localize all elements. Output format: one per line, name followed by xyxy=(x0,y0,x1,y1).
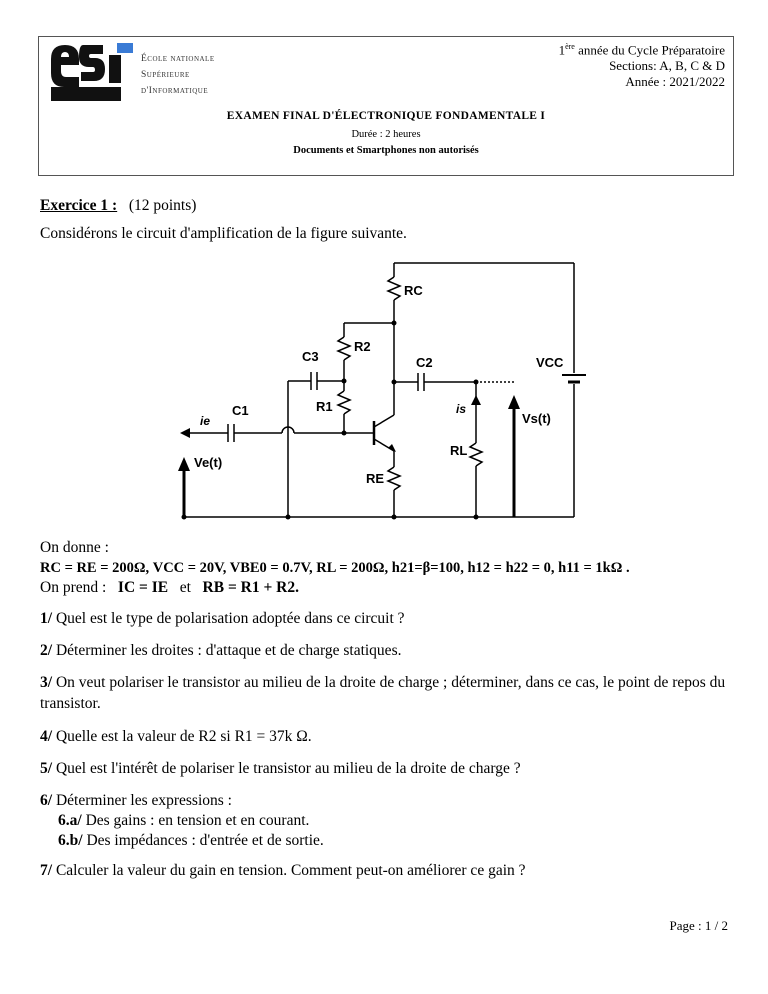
question-3: 3/ On veut polariser le transistor au milieu de la droite de charge ; déterminer, dans ce cas, le point de repos du transistor. xyxy=(40,674,726,712)
school-line-1: École nationale xyxy=(141,54,215,64)
page-number: Page : 1 / 2 xyxy=(669,918,728,933)
assumption-2: RB = R1 + R2. xyxy=(202,579,300,596)
label-rl: RL xyxy=(450,443,468,458)
amplifier-circuit-diagram xyxy=(170,255,590,525)
label-ve: Ve(t) xyxy=(194,455,223,470)
school-line-3: d'Informatique xyxy=(141,86,209,96)
given-values: RC = RE = 200Ω, VCC = 20V, VBE0 = 0.7V, RL = 200Ω, h21=β=100, h12 = h22 = 0, h11 = 1kΩ . xyxy=(40,560,630,576)
exercise-points: (12 points) xyxy=(128,197,197,214)
given-label: On donne : xyxy=(40,539,109,556)
label-c2: C2 xyxy=(416,355,433,370)
esi-logo xyxy=(47,39,257,107)
label-vs: Vs(t) xyxy=(522,411,551,426)
academic-year: Année : 2021/2022 xyxy=(625,74,725,90)
exam-meta xyxy=(559,39,725,90)
assumption-and: et xyxy=(179,579,191,596)
label-rc: RC xyxy=(404,283,423,298)
label-c3: C3 xyxy=(302,349,319,364)
label-re: RE xyxy=(366,471,385,486)
exam-header xyxy=(38,36,734,176)
exercise-heading xyxy=(40,196,196,216)
exercise-intro: Considérons le circuit d'amplification de la figure suivante. xyxy=(40,225,407,242)
label-r2: R2 xyxy=(354,339,371,354)
exam-title: EXAMEN FINAL D'ÉLECTRONIQUE FONDAMENTALE I xyxy=(226,110,546,122)
question-5: 5/ Quel est l'intérêt de polariser le transistor au milieu de la droite de charge ? xyxy=(40,760,521,777)
label-c1: C1 xyxy=(232,403,249,418)
question-6b: 6.b/ Des impédances : d'entrée et de sortie. xyxy=(58,832,324,849)
school-line-2: Supérieure xyxy=(141,70,190,80)
sections: Sections: A, B, C & D xyxy=(609,58,725,74)
question-7: 7/ Calculer la valeur du gain en tension. Comment peut-on améliorer ce gain ? xyxy=(40,862,526,879)
question-2: 2/ Déterminer les droites : d'attaque et de charge statiques. xyxy=(40,642,402,659)
assumptions xyxy=(40,578,299,598)
exam-duration: Durée : 2 heures xyxy=(351,129,421,140)
label-ie: ie xyxy=(200,414,211,428)
question-4: 4/ Quelle est la valeur de R2 si R1 = 37k Ω. xyxy=(40,728,312,745)
exercise-title: Exercice 1 : xyxy=(40,197,118,214)
year-line: 1ère année du Cycle Préparatoire xyxy=(558,42,725,58)
label-r1: R1 xyxy=(316,399,333,414)
question-6a: 6.a/ Des gains : en tension et en courant. xyxy=(58,812,310,829)
question-6: 6/ Déterminer les expressions : xyxy=(40,792,232,809)
label-is: is xyxy=(456,402,467,416)
exam-rules: Documents et Smartphones non autorisés xyxy=(293,145,479,156)
assumption-1: IC = IE xyxy=(117,579,169,596)
label-vcc: VCC xyxy=(536,355,564,370)
question-1: 1/ Quel est le type de polarisation adoptée dans ce circuit ? xyxy=(40,610,405,627)
take-label: On prend : xyxy=(40,579,107,596)
